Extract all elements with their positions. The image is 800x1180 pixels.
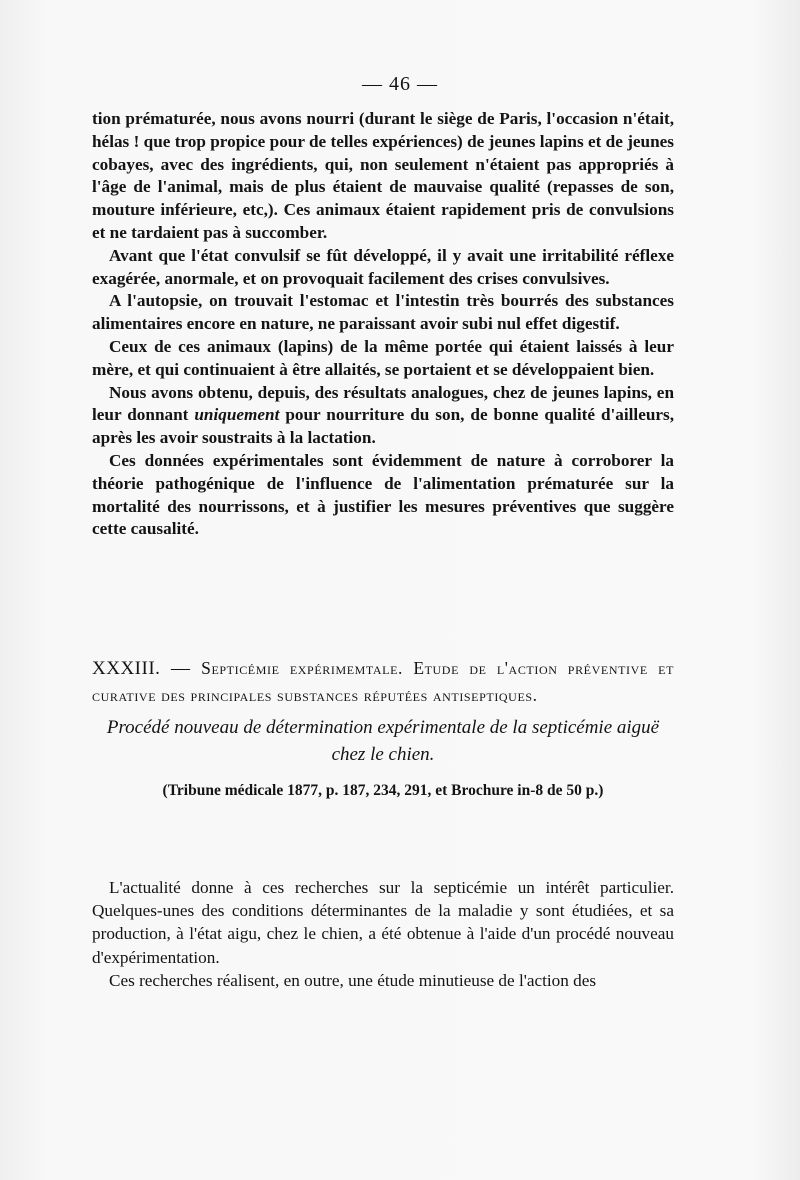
paragraph-text: Nous avons obtenu, depuis, des résultats analogues, chez de jeunes lapins, en leur donnant xyxy=(92,382,674,425)
emphasis-text: uniquement xyxy=(194,405,280,425)
section-header xyxy=(92,655,674,804)
page-number: — 46 — xyxy=(362,73,438,95)
section-heading xyxy=(92,655,674,708)
paragraph: A l'autopsie, on trouvait l'estomac et l'intestin très bourrés des substances alimentaires encore en nature, ne paraissant avoir subi nul effet digestif. xyxy=(92,291,674,334)
section-title: Septicémie expérimemtale. Etude de l'action préventive et curative des principales substances réputées antiseptiques. xyxy=(92,658,674,705)
paragraph: Avant que l'état convulsif se fût développé, il y avait une irritabilité réflexe exagérée, anormale, et on provoquait facilement des crises convulsives. xyxy=(92,245,674,288)
paragraph: Ces recherches réalisent, en outre, une étude minutieuse de l'action des xyxy=(109,970,597,990)
paragraph-text: pour nourriture du son, de bonne qualité d'ailleurs, après les avoir soustraits à la lactation. xyxy=(92,405,674,448)
paragraph: L'actualité donne à ces recherches sur la septicémie un intérêt particulier. Quelques-unes des conditions déterminantes de la maladie y sont étudiées, et sa production, à l'état aigu, chez le chien, a été obtenue à l'aide d'un procédé nouveau d'expérimentation. xyxy=(92,878,674,967)
section-subheading: Procédé nouveau de détermination expérimentale de la septicémie aiguë chez le chien. xyxy=(106,717,660,765)
paragraph xyxy=(92,382,674,450)
section-number: XXXIII. — xyxy=(92,658,202,679)
paragraph: tion prématurée, nous avons nourri (durant le siège de Paris, l'occasion n'était, hélas ! que trop propice pour de telles expériences) de jeunes lapins et de jeunes cobayes, avec des ingrédients, qui, non seulement n'étaient pas appropriés à l'âge de l'animal, mais de plus étaient de mauvaise qualité (repasses de son, mouture inférieure, etc,). Ces animaux étaient rapidement pris de convulsions et ne tardaient pas à succomber. xyxy=(92,109,674,242)
paragraph: Ces données expérimentales sont évidemment de nature à corroborer la théorie pathogénique de l'influence de l'alimentation prématurée sur la mortalité des nourrissons, et à justifier les mesures préventives que suggère cette causalité. xyxy=(92,450,674,539)
section-text xyxy=(92,876,674,992)
body-text xyxy=(92,108,674,541)
section-citation: (Tribune médicale 1877, p. 187, 234, 291, et Brochure in-8 de 50 p.) xyxy=(162,782,604,799)
paragraph: Ceux de ces animaux (lapins) de la même portée qui étaient laissés à leur mère, et qui continuaient à être allaités, se portaient et se développaient bien. xyxy=(92,336,674,379)
